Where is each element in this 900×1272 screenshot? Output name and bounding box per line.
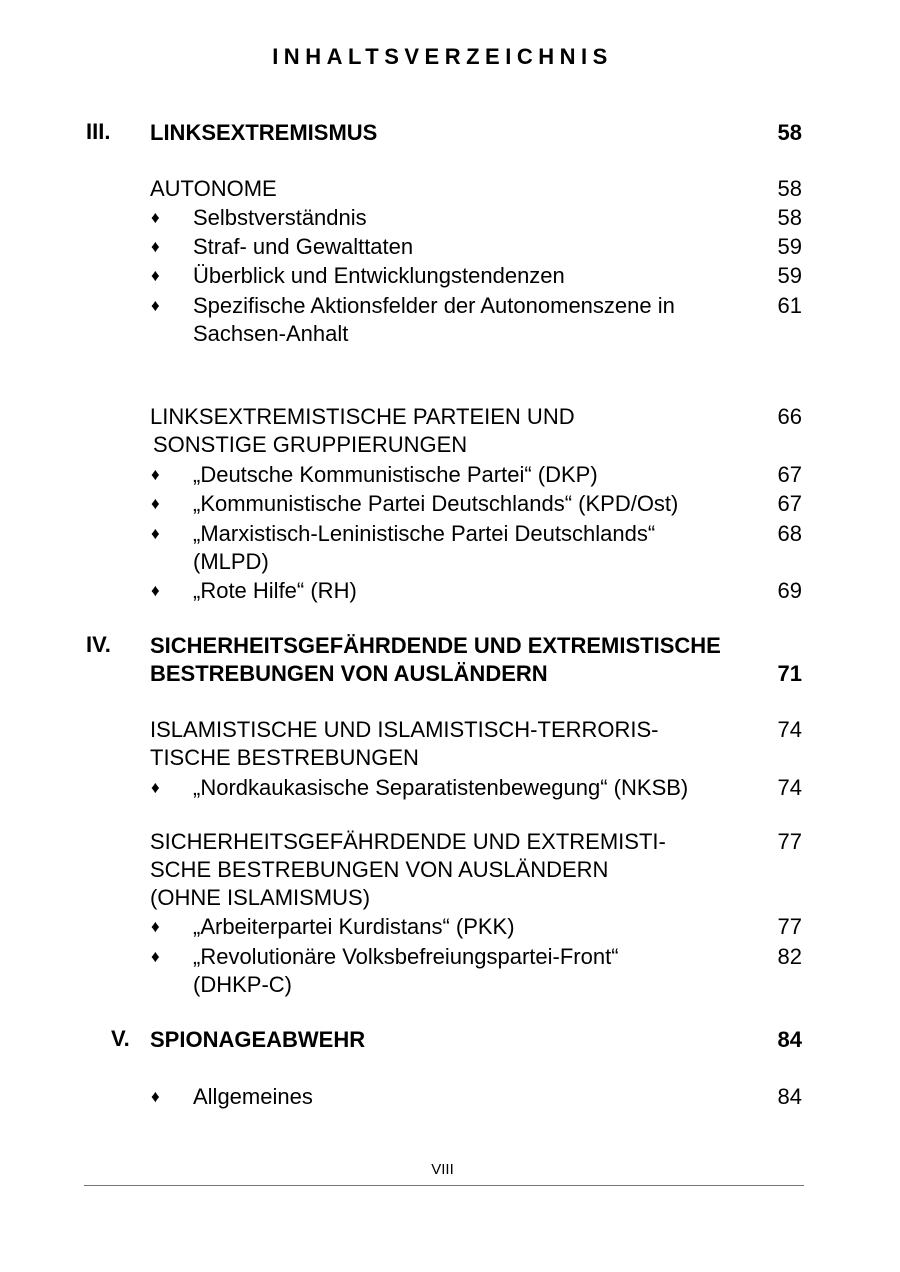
toc-entry[interactable]: „Rote Hilfe“ (RH)	[193, 578, 357, 603]
entry-page: 74	[777, 775, 802, 800]
entry-page: 61	[777, 293, 802, 318]
toc-entry[interactable]: „Marxistisch-Leninistische Partei Deutschlands“	[193, 521, 656, 546]
bullet-icon: ♦	[151, 296, 160, 315]
toc-entry[interactable]: „Kommunistische Partei Deutschlands“ (KPD/Ost)	[193, 491, 679, 516]
toc-entry-continuation[interactable]: Sachsen-Anhalt	[193, 321, 349, 346]
section-page-v: 84	[777, 1027, 802, 1052]
section-page-iii: 58	[777, 120, 802, 145]
toc-entry[interactable]: Selbstverständnis	[193, 205, 367, 230]
subsection-parteien-continuation[interactable]: SONSTIGE GRUPPIERUNGEN	[153, 432, 468, 457]
bullet-icon: ♦	[151, 208, 160, 227]
section-number-iii: III.	[86, 119, 111, 144]
bullet-icon: ♦	[151, 237, 160, 256]
section-number-v: V.	[111, 1026, 130, 1051]
page-title: INHALTSVERZEICHNIS	[272, 44, 613, 69]
subsection-auslaender-continuation[interactable]: SCHE BESTREBUNGEN VON AUSLÄNDERN	[150, 857, 609, 882]
subsection-islamismus-continuation[interactable]: TISCHE BESTREBUNGEN	[150, 745, 419, 770]
bullet-icon: ♦	[151, 778, 160, 797]
subsection-page: 58	[777, 176, 802, 201]
bullet-icon: ♦	[151, 494, 160, 513]
bullet-icon: ♦	[151, 465, 160, 484]
toc-entry[interactable]: Spezifische Aktionsfelder der Autonomenszene in	[193, 293, 675, 318]
entry-page: 67	[777, 491, 802, 516]
entry-page: 68	[777, 521, 802, 546]
toc-entry[interactable]: „Revolutionäre Volksbefreiungspartei-Front“	[193, 944, 619, 969]
section-title-v[interactable]: SPIONAGEABWEHR	[150, 1027, 366, 1052]
section-title-iv-continuation[interactable]: BESTREBUNGEN VON AUSLÄNDERN	[150, 661, 548, 686]
toc-entry[interactable]: Überblick und Entwicklungstendenzen	[193, 263, 565, 288]
section-page-iv: 71	[777, 661, 802, 686]
entry-page: 77	[777, 914, 802, 939]
toc-entry[interactable]: „Nordkaukasische Separatistenbewegung“ (NKSB)	[193, 775, 689, 800]
toc-entry-continuation[interactable]: (MLPD)	[193, 549, 269, 574]
entry-page: 69	[777, 578, 802, 603]
toc-entry-continuation[interactable]: (DHKP-C)	[193, 972, 292, 997]
subsection-islamismus[interactable]: ISLAMISTISCHE UND ISLAMISTISCH-TERRORIS-	[150, 717, 659, 742]
bullet-icon: ♦	[151, 1087, 160, 1106]
toc-entry[interactable]: Allgemeines	[193, 1084, 313, 1109]
section-title-iii[interactable]: LINKSEXTREMISMUS	[150, 120, 378, 145]
entry-page: 84	[777, 1084, 802, 1109]
subsection-auslaender[interactable]: SICHERHEITSGEFÄHRDENDE UND EXTREMISTI-	[150, 829, 666, 854]
section-title-iv[interactable]: SICHERHEITSGEFÄHRDENDE UND EXTREMISTISCHE	[150, 633, 721, 658]
bullet-icon: ♦	[151, 581, 160, 600]
subsection-auslaender-continuation[interactable]: (OHNE ISLAMISMUS)	[150, 885, 371, 910]
footer-page-number: VIII	[431, 1161, 454, 1178]
subsection-page: 74	[777, 717, 802, 742]
entry-page: 67	[777, 462, 802, 487]
bullet-icon: ♦	[151, 917, 160, 936]
bullet-icon: ♦	[151, 947, 160, 966]
section-number-iv: IV.	[86, 632, 111, 657]
toc-entry[interactable]: „Arbeiterpartei Kurdistans“ (PKK)	[193, 914, 515, 939]
subsection-autonome[interactable]: AUTONOME	[150, 176, 277, 201]
subsection-page: 66	[777, 404, 802, 429]
bullet-icon: ♦	[151, 524, 160, 543]
toc-entry[interactable]: Straf- und Gewalttaten	[193, 234, 414, 259]
subsection-page: 77	[777, 829, 802, 854]
entry-page: 59	[777, 234, 802, 259]
entry-page: 58	[777, 205, 802, 230]
toc-entry[interactable]: „Deutsche Kommunistische Partei“ (DKP)	[193, 462, 598, 487]
bullet-icon: ♦	[151, 266, 160, 285]
entry-page: 59	[777, 263, 802, 288]
entry-page: 82	[777, 944, 802, 969]
subsection-parteien[interactable]: LINKSEXTREMISTISCHE PARTEIEN UND	[150, 404, 575, 429]
footer-rule	[84, 1185, 804, 1186]
